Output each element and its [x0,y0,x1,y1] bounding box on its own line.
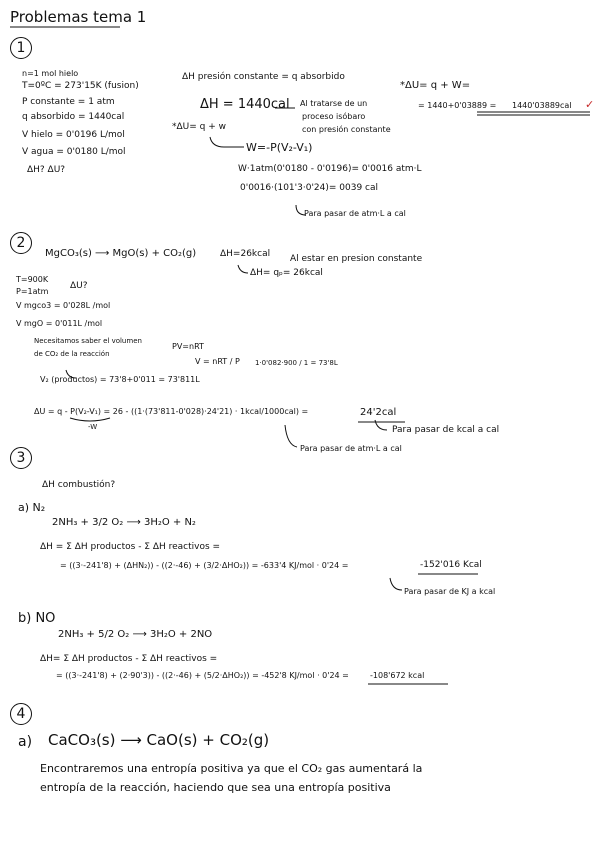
problem-3-number: 3 [10,447,32,469]
p1-du-eq: *ΔU= q + w [172,122,226,132]
p1-dh-note: ΔH presión constante = q absorbido [182,72,345,82]
p1-given-7: ΔH? ΔU? [27,165,66,175]
p3a-label: a) N₂ [18,501,46,514]
p1-given-3: P constante = 1 atm [22,97,115,107]
p2-arrow-dh [238,265,248,273]
p3-arrow-note [390,578,402,590]
p3a-dh: ΔH = Σ ΔH productos - Σ ΔH reactivos = [40,542,221,552]
p1-w-conv: 0'0016·(101'3·0'24)= 0039 cal [240,183,379,193]
check-mark-icon: ✓ [585,98,595,111]
p2-given-4: V mgO = 0'011L /mol [16,319,103,328]
p3a-calc: = ((3·-241'8) + (ΔHN₂)) - ((2·-46) + (3/2·ΔHO₂)) = -633'4 KJ/mol · 0'24 = [60,561,349,570]
p3-note: Para pasar de KJ a kcal [404,587,496,596]
problem-2-number: 2 [10,232,32,254]
p1-given-4: q absorbido = 1440cal [22,112,125,122]
p2-need-2: de CO₂ de la reacción [34,350,110,358]
p2-given-2: P=1atm [16,287,49,296]
p1-dh-value: ΔH = 1440cal [200,97,290,112]
p2-dh: ΔH=26kcal [220,249,271,259]
p3a-result: -152'016 Kcal [420,560,482,570]
p3b-label: b) NO [18,611,56,626]
problem-1-number: 1 [10,37,32,59]
p1-du-top: *ΔU= q + W= [400,80,471,91]
problem-4-number: 4 [10,703,32,725]
page-title: Problemas tema 1 [10,8,147,26]
p3b-result: -108'672 kcal [370,671,425,680]
p2-arrow-note2 [285,425,297,447]
p4-text-2: entropía de la reacción, haciendo que sea una entropía positiva [40,781,391,794]
p2-given-1: T=900K [16,275,49,284]
p2-brace-w [70,418,110,421]
p3b-reaction: 2NH₃ + 5/2 O₂ ⟶ 3H₂O + 2NO [58,629,213,640]
p3-question: ΔH combustión? [42,480,116,490]
p4a-label: a) [18,734,33,750]
p2-v-eq: V = nRT / P [195,357,240,366]
p1-w-calc: W·1atm(0'0180 - 0'0196)= 0'0016 atm·L [238,164,422,174]
p1-given-6: V agua = 0'0180 L/mol [22,147,126,157]
p1-isobaric-2: proceso isóbaro [302,112,366,121]
p2-pv: PV=nRT [172,342,204,351]
p1-w-eq: W=-P(V₂-V₁) [246,141,313,154]
p1-isobaric-3: con presión constante [302,125,391,134]
p1-given-2: T=0ºC = 273'15K (fusion) [22,81,139,91]
p2-reaction: MgCO₃(s) ⟶ MgO(s) + CO₂(g) [45,248,197,259]
p2-given-3: V mgco3 = 0'028L /mol [16,301,111,310]
p2-note-2: Para pasar de atm·L a cal [300,444,402,453]
p2-du-question: ΔU? [70,281,88,291]
p3b-calc: = ((3·-241'8) + (2·90'3)) - ((2·-46) + (5/2·ΔHO₂)) = -452'8 KJ/mol · 0'24 = [56,671,349,680]
p1-du-result-b: 1440'03889cal [512,101,572,110]
p1-w-note: Para pasar de atm·L a cal [304,209,406,218]
p4-reaction: CaCO₃(s) ⟶ CaO(s) + CO₂(g) [48,731,270,749]
p2-v-calc: 1·0'082·900 / 1 = 73'8L [255,359,338,367]
p1-du-result-a: = 1440+0'03889 = [418,101,497,110]
p2-note-1: Para pasar de kcal a cal [392,425,500,435]
p1-given-5: V hielo = 0'0196 L/mol [22,130,125,140]
p1-given-1: n=1 mol hielo [22,69,79,78]
p2-need-1: Necesitamos saber el volumen [34,337,142,345]
p2-dh-qp: ΔH= qₚ= 26kcal [250,268,323,278]
p2-dh-note: Al estar en presion constante [290,254,423,264]
p2-w-label: -W [88,423,98,431]
p2-v2: V₂ (productos) = 73'8+0'011 = 73'811L [40,375,200,384]
p2-du-result: 24'2cal [360,407,397,418]
p3a-reaction: 2NH₃ + 3/2 O₂ ⟶ 3H₂O + N₂ [52,517,196,528]
p1-arrow-w [210,137,244,147]
p3b-dh: ΔH= Σ ΔH productos - Σ ΔH reactivos = [40,654,218,664]
p2-du-eq: ΔU = q - P(V₂-V₁) = 26 - ((1·(73'811-0'028)·24'21) · 1kcal/1000cal) = [34,407,309,416]
p1-isobaric-1: Al tratarse de un [300,99,368,108]
p4-text-1: Encontraremos una entropía positiva ya que el CO₂ gas aumentará la [40,762,423,775]
